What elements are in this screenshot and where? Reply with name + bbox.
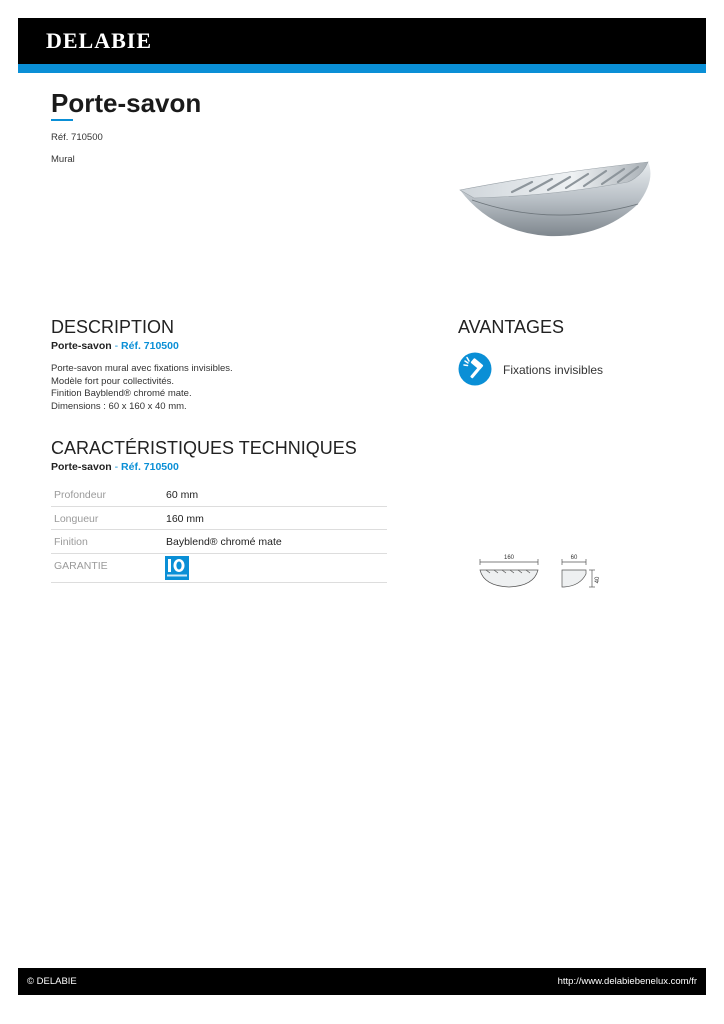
description-line: Dimensions : 60 x 160 x 40 mm. — [51, 400, 187, 412]
product-image — [452, 152, 666, 262]
spec-row-profondeur — [51, 483, 387, 507]
description-line: Modèle fort pour collectivités. — [51, 375, 175, 387]
specs-heading: CARACTÉRISTIQUES TECHNIQUES — [51, 438, 357, 458]
product-reference: Réf. 710500 — [51, 132, 103, 143]
title-underline — [51, 119, 73, 121]
spec-row-finition — [51, 530, 387, 554]
description-line: Porte-savon mural avec fixations invisibles. — [51, 363, 233, 374]
description-separator: - — [114, 340, 119, 352]
spec-label: Profondeur — [54, 489, 106, 501]
brand-logo[interactable]: DELABIE — [46, 28, 153, 53]
footer-website-link[interactable]: http://www.delabiebenelux.com/fr — [557, 976, 697, 987]
spec-label: Finition — [54, 536, 88, 548]
specs-reference: Réf. 710500 — [121, 461, 179, 473]
specs-table — [51, 483, 387, 583]
specs-separator: - — [114, 461, 119, 473]
spec-label: GARANTIE — [54, 559, 108, 572]
specs-subheading — [51, 461, 179, 473]
spec-value: Bayblend® chromé mate — [166, 536, 282, 548]
product-subtitle: Mural — [51, 154, 75, 165]
description-product-name: Porte-savon — [51, 340, 112, 352]
description-subheading — [51, 340, 179, 352]
spec-value: 60 mm — [166, 489, 199, 501]
spec-value: 160 mm — [166, 512, 204, 525]
spec-row-longueur — [51, 507, 387, 531]
footer-bar — [18, 968, 706, 995]
advantage-label: Fixations invisibles — [503, 363, 604, 377]
dimension-drawing — [472, 550, 608, 594]
header-bar — [18, 18, 706, 64]
spec-row-garantie — [51, 554, 387, 583]
description-body — [51, 363, 233, 413]
warranty-10-years-icon — [165, 556, 189, 580]
header-accent-stripe — [18, 64, 706, 73]
dimension-length-label: 160 — [503, 555, 515, 561]
specs-product-name: Porte-savon — [51, 461, 112, 473]
description-line: Finition Bayblend® chromé mate. — [51, 388, 192, 399]
footer-copyright: © DELABIE — [27, 976, 77, 987]
dimension-depth-label: 60 — [570, 555, 578, 561]
description-heading: DESCRIPTION — [51, 317, 175, 337]
spec-label: Longueur — [54, 512, 99, 525]
page-title: Porte-savon — [51, 88, 202, 118]
description-reference: Réf. 710500 — [121, 340, 179, 352]
dimension-height-label: 40 — [595, 576, 601, 584]
advantages-heading: AVANTAGES — [458, 317, 565, 337]
hammer-fixing-icon — [458, 352, 492, 386]
